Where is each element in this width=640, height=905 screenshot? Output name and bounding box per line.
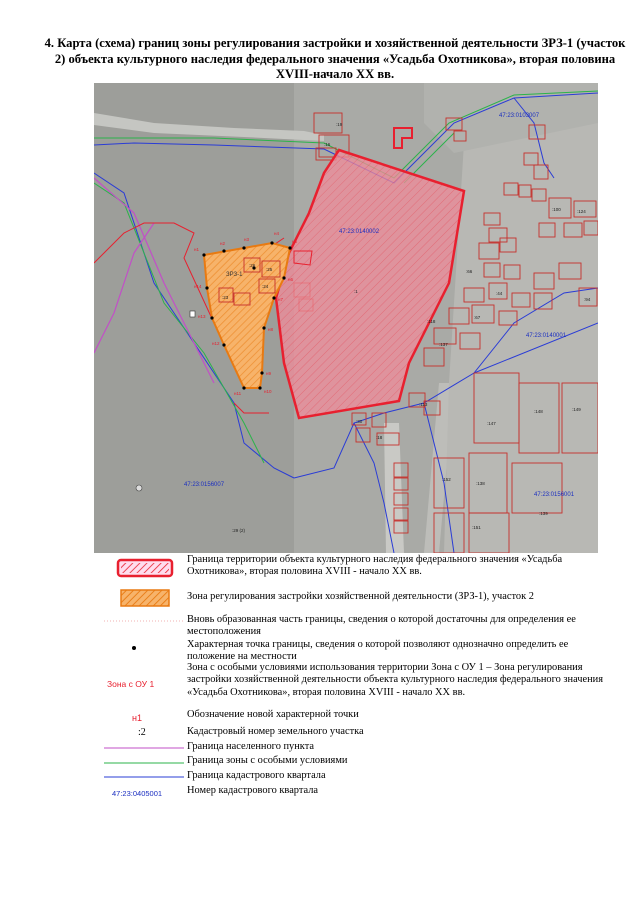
parcel-label: :26 [249,263,256,268]
svg-text:н7: н7 [278,297,283,302]
quarter-label: 47:23:0103007 [499,113,540,119]
legend-text: Зона с особыми условиями использования территории Зона с ОУ 1 – Зона регулирования застройки хозяйственной деятельности объекта культурного наследия федерального значения «Усадьба Охотникова», вторая половина XVIII - начало XX вв. [187,662,604,698]
svg-text:н1: н1 [194,247,199,252]
parcel-label: :113 [419,402,428,407]
parcel-label: :124 [577,209,586,214]
black-dot-icon [132,646,136,650]
legend-text: Граница кадастрового квартала [187,770,326,781]
legend-text: Обозначение новой характерной точки [187,709,359,720]
parcel-label: :19 [336,122,343,127]
parcel-label: :147 [487,421,496,426]
parcel-label: :30 [356,419,363,424]
svg-text:н2: н2 [220,241,225,246]
svg-text:н3: н3 [244,237,249,242]
legend-text: Граница зоны с особыми условиями [187,755,348,766]
quarter-label: 47:23:0156001 [534,492,575,498]
parcel-label: :1 [354,289,358,294]
heritage-boundary-hatch-icon [116,558,174,578]
legend-text: Граница населенного пункта [187,741,314,752]
legend-text: Зона регулирования застройки хозяйственной деятельности (ЗРЗ-1), участок 2 [187,591,534,602]
page-title: 4. Карта (схема) границ зоны регулирования застройки и хозяйственной деятельности ЗРЗ-1 (участок 2) объекта культурного наследия федерального значения «Усадьба Охотникова», вторая половина XVIII-начало XX вв. [44,36,626,81]
legend-text: Вновь образованная часть границы, сведения о которой достаточны для определения ее местоположения [187,614,576,638]
quarter-line-icon [104,775,184,779]
zrz-label: ЗРЗ-1 [226,272,243,278]
legend-symbol-parcel-number: :2 [138,727,146,738]
svg-text:н5: н5 [292,239,297,244]
parcel-label: :118 [427,319,436,324]
parcel-label: :137 [439,342,448,347]
parcel-label: :152 [442,477,451,482]
parcel-label: :66 [466,269,473,274]
legend-symbol-zone-ou1: Зона с ОУ 1 [107,679,155,689]
parcel-label: :139 [539,511,548,516]
quarter-label: 47:23:0140001 [526,333,567,339]
svg-text:н14: н14 [194,284,202,289]
legend-symbol-quarter-number: 47:23:0405001 [112,789,163,798]
parcel-label: :94 [584,297,591,302]
map-symbol-house [190,311,195,317]
parcel-label: :18 [376,435,383,440]
zone-line-icon [104,761,184,765]
quarter-label: 47:23:0156007 [184,482,225,488]
legend-text: Характерная точка границы, сведения о которой позволяют однозначно определить ее положение на местности [187,639,569,663]
svg-text:н4: н4 [274,231,279,236]
parcel-label: :148 [534,409,543,414]
svg-text:н9: н9 [266,371,271,376]
settlement-line-icon [104,746,184,750]
parcel-label: :24 [262,284,269,289]
parcel-label: :138 [476,481,485,486]
parcel-label: :44 [496,291,503,296]
parcel-label: :149 [572,407,581,412]
quarter-label: 47:23:0140002 [339,229,380,235]
legend-text: Граница территории объекта культурного наследия федерального значения «Усадьба Охотникова», вторая половина XVIII - начало XX вв. [187,554,563,578]
parcel-label: :100 [552,207,561,212]
map-symbol-object [136,485,142,491]
svg-text:н6: н6 [288,277,293,282]
dotted-line-icon [104,619,184,623]
svg-text:н11: н11 [234,391,242,396]
parcel-label: :23 [222,295,229,300]
parcel-label: :29 (2) [232,528,246,533]
legend-text: Кадастровый номер земельного участка [187,726,364,737]
legend [0,553,640,813]
svg-text:н12: н12 [212,341,220,346]
svg-text:н13: н13 [198,314,206,319]
cadastral-map [94,83,598,553]
zrz-hatch-icon [120,589,170,607]
parcel-label: :67 [474,315,481,320]
parcel-label: :151 [472,525,481,530]
svg-text:н10: н10 [264,389,272,394]
legend-symbol-n1: н1 [132,713,142,723]
parcel-label: :25 [266,267,273,272]
parcel-label: :16 [324,142,331,147]
svg-text:н8: н8 [268,327,273,332]
legend-text: Номер кадастрового квартала [187,785,319,796]
east-settlement-area [444,103,598,553]
